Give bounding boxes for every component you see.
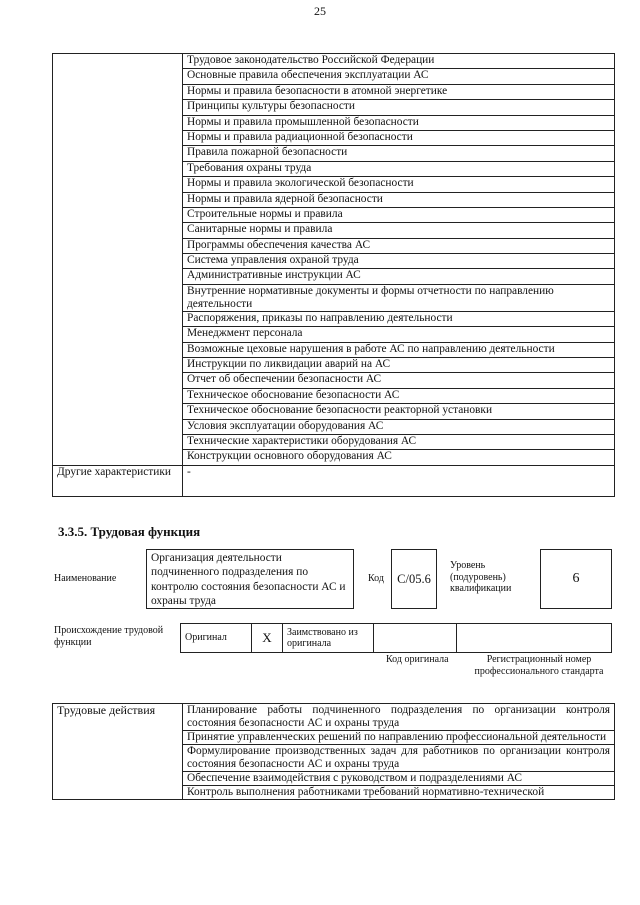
qualification-level-label: Уровень (подуровень) квалификации — [450, 560, 512, 594]
knowledge-item: Правила пожарной безопасности — [183, 146, 615, 161]
reg-number-cell — [457, 624, 612, 653]
reg-number-caption: Регистрационный номер профессионального стандарта — [474, 654, 604, 677]
action-item: Обеспечение взаимодействия с руководством и подразделениями АС — [183, 772, 615, 786]
knowledge-item: Техническое обоснование безопасности АС — [183, 388, 615, 403]
original-label: Оригинал — [181, 624, 252, 653]
page-number: 25 — [314, 4, 326, 18]
action-item: Контроль выполнения работниками требований нормативно-технической — [183, 786, 615, 800]
knowledge-item: Нормы и правила промышленной безопасности — [183, 115, 615, 130]
knowledge-item: Внутренние нормативные документы и формы отчетности по направлению деятельности — [183, 284, 615, 311]
knowledge-item: Нормы и правила безопасности в атомной энергетике — [183, 84, 615, 99]
borrowed-label: Заимствовано из оригинала — [283, 624, 374, 653]
knowledge-label-cell — [53, 54, 183, 466]
code-original-caption: Код оригинала — [386, 654, 449, 665]
code-label: Код — [368, 573, 384, 584]
code-original-cell — [374, 624, 457, 653]
action-item: Формулирование производственных задач для работников по организации контроля состояния безопасности АС и охраны труда — [183, 745, 615, 772]
knowledge-item: Программы обеспечения качества АС — [183, 238, 615, 253]
other-characteristics-label: Другие характеристики — [53, 465, 183, 496]
original-mark: X — [252, 624, 283, 653]
action-item: Принятие управленческих решений по направлению профессиональной деятельности — [183, 731, 615, 745]
knowledge-item: Отчет об обеспечении безопасности АС — [183, 373, 615, 388]
knowledge-item: Технические характеристики оборудования АС — [183, 434, 615, 449]
knowledge-item: Санитарные нормы и правила — [183, 223, 615, 238]
knowledge-item: Нормы и правила радиационной безопасности — [183, 130, 615, 145]
knowledge-item: Конструкции основного оборудования АС — [183, 450, 615, 465]
knowledge-item: Возможные цеховые нарушения в работе АС по направлению деятельности — [183, 342, 615, 357]
knowledge-item: Строительные нормы и правила — [183, 207, 615, 222]
knowledge-item: Административные инструкции АС — [183, 269, 615, 284]
knowledge-item: Техническое обоснование безопасности реакторной установки — [183, 404, 615, 419]
actions-table — [52, 703, 615, 800]
table-row — [53, 465, 615, 496]
origin-table — [180, 623, 612, 653]
other-characteristics-value: - — [183, 465, 615, 496]
qualification-level-value: 6 — [540, 549, 612, 609]
function-name-value: Организация деятельности подчиненного подразделения по контролю состояния безопасности АС и охраны труда — [146, 549, 354, 609]
section-title: 3.3.5. Трудовая функция — [58, 524, 201, 539]
action-item: Планирование работы подчиненного подразделения по организации контроля состояния безопасности АС и охраны труда — [183, 704, 615, 731]
name-label: Наименование — [54, 573, 117, 584]
function-code-value: С/05.6 — [391, 549, 437, 609]
knowledge-item: Принципы культуры безопасности — [183, 100, 615, 115]
knowledge-item: Трудовое законодательство Российской Федерации — [183, 54, 615, 69]
table-row — [181, 624, 612, 653]
table-row — [53, 704, 615, 731]
table-row — [53, 54, 615, 69]
knowledge-item: Условия эксплуатации оборудования АС — [183, 419, 615, 434]
knowledge-item: Система управления охраной труда — [183, 254, 615, 269]
knowledge-item: Распоряжения, приказы по направлению деятельности — [183, 311, 615, 326]
actions-label: Трудовые действия — [53, 704, 183, 800]
knowledge-item: Менеджмент персонала — [183, 327, 615, 342]
knowledge-item: Основные правила обеспечения эксплуатации АС — [183, 69, 615, 84]
knowledge-item: Инструкции по ликвидации аварий на АС — [183, 358, 615, 373]
knowledge-table — [52, 53, 615, 497]
knowledge-item: Нормы и правила ядерной безопасности — [183, 192, 615, 207]
origin-label: Происхождение трудовой функции — [54, 625, 164, 648]
knowledge-item: Требования охраны труда — [183, 161, 615, 176]
knowledge-item: Нормы и правила экологической безопасности — [183, 177, 615, 192]
